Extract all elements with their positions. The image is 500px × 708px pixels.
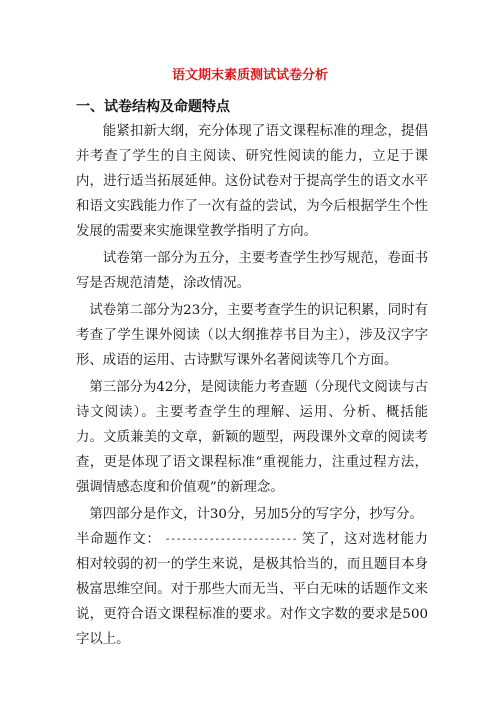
section-heading: 一、试卷结构及命题特点 xyxy=(76,99,230,115)
paragraph-part-four: 第四部分是作文，计30分，另加5分的写字分，抄写分。 xyxy=(89,507,423,522)
paragraph-part-two: 试卷第二部分为23分，主要考查学生的识记积累，同时有考查了学生课外阅读（以大纲推荐书目为主），涉及汉字字形、成语的运用、古诗默写课外名著阅读等几个方面。 xyxy=(76,303,428,368)
composition-label: 半命题作文： xyxy=(76,532,161,547)
paragraph-part-one: 试卷第一部分为五分，主要考查学生抄写规范，卷面书写是否规范清楚，涂改情况。 xyxy=(76,251,428,291)
document-title: 语文期末素质测试试卷分析 xyxy=(171,68,328,83)
composition-title-blank: ------------------------ xyxy=(164,534,298,545)
paragraph-composition xyxy=(76,527,428,652)
composition-text: 笑了，这对选材能力相对较弱的初一的学生来说，是极其恰当的，而且题目本身极富思维空间。对于那些大而无当、平白无味的话题作文来说，更符合语文课程标准的要求。对作文字数的要求是500字以上。 xyxy=(76,532,429,647)
document-body xyxy=(76,119,428,652)
paragraph-part-three: 第三部分为42分，是阅读能力考查题（分现代文阅读与古诗文阅读）。主要考查学生的理解、运用、分析、概括能力。文质兼美的文章，新颖的题型，两段课外文章的阅读考查，更是体现了语文课程标准“重视能力，注重过程方法，强调情感态度和价值观”的新理念。 xyxy=(76,380,428,495)
paragraph-intro: 能紧扣新大纲，充分体现了语文课程标准的理念，提倡并考查了学生的自主阅读、研究性阅读的能力，立足于课内，进行适当拓展延伸。这份试卷对于提高学生的语文水平和语文实践能力作了一次有益的尝试，为今后根据学生个性发展的需要来实施课堂教学指明了方向。 xyxy=(76,124,428,239)
